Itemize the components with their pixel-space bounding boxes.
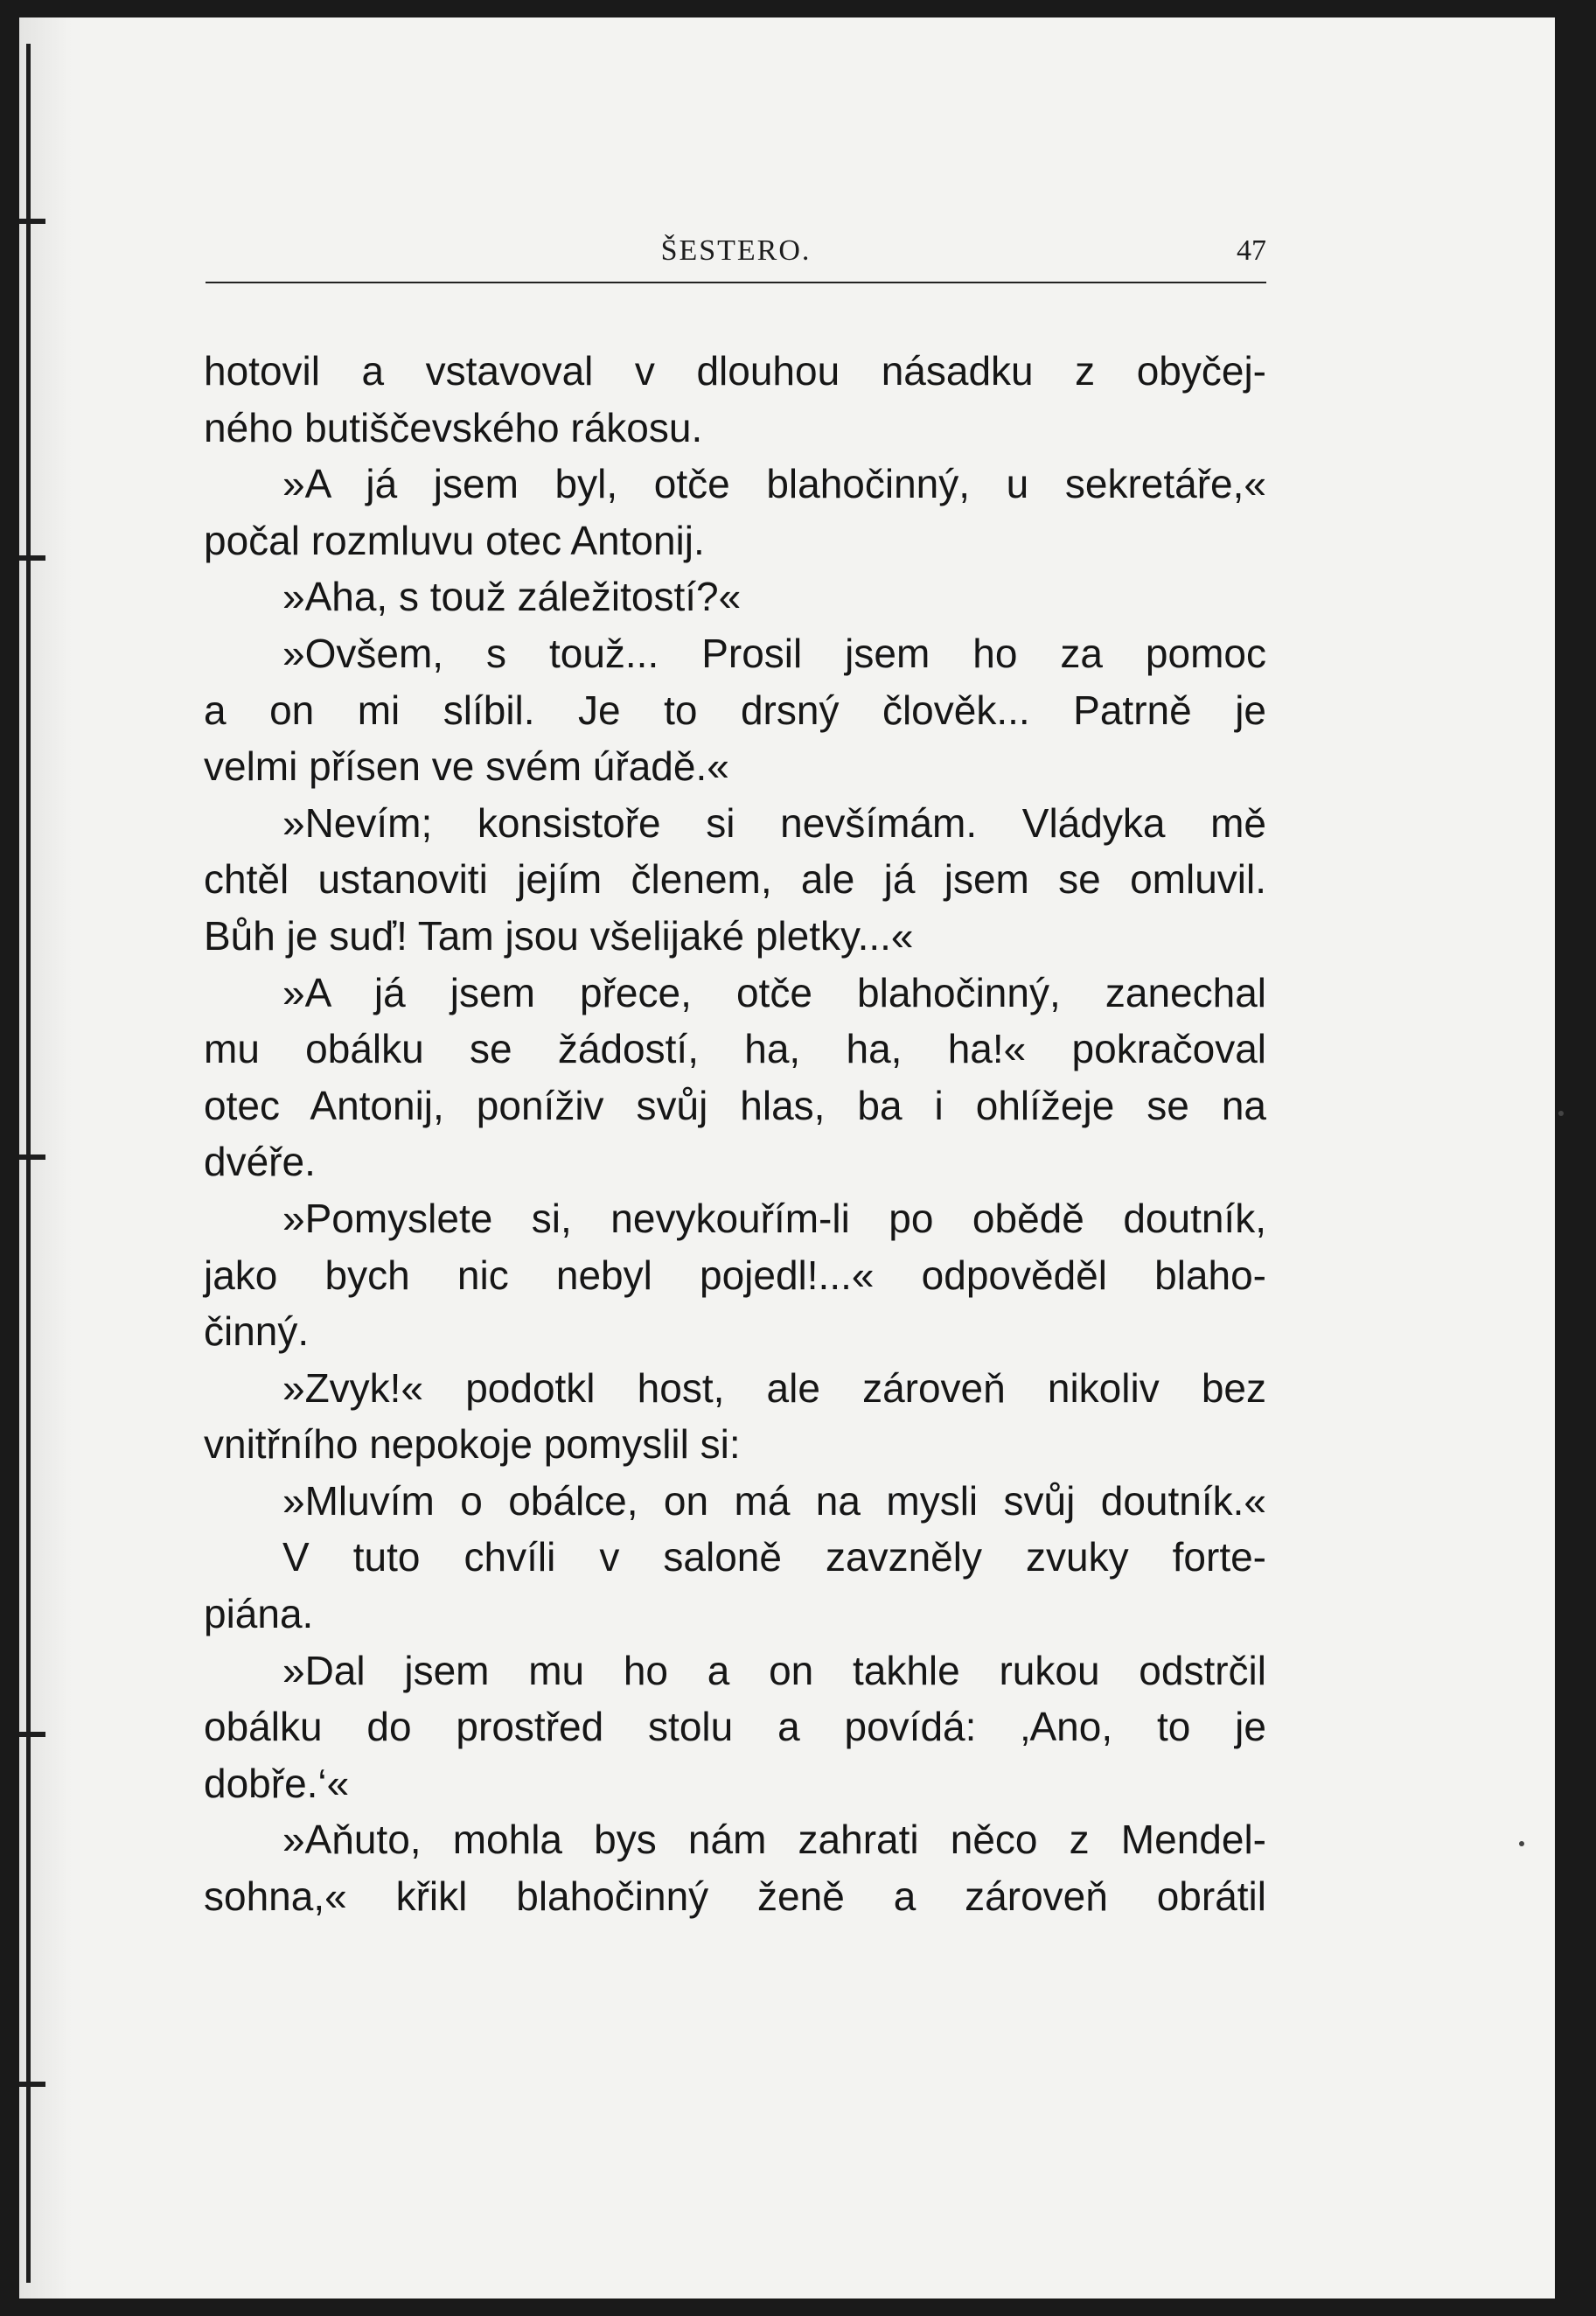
running-title: ŠESTERO. xyxy=(660,234,812,267)
text-line: »Aňuto, mohla bys nám zahrati něco z Mendel- xyxy=(282,1817,1266,1863)
text-line: obálku do prostřed stolu a povídá: ‚Ano, to je xyxy=(204,1704,1266,1750)
text-line: »Zvyk!« podotkl host, ale zároveň nikoliv bez xyxy=(282,1364,1266,1411)
text-line: dvéře. xyxy=(204,1139,316,1185)
text-line: »Aha, s touž záležitostí?« xyxy=(282,574,742,620)
text-line: Bůh je suď! Tam jsou všelijaké pletky...« xyxy=(204,912,914,959)
binding-edge xyxy=(26,44,31,2283)
binding-mark xyxy=(19,2082,45,2087)
text-line: otec Antonij, poníživ svůj hlas, ba i ohlížeje se na xyxy=(204,1082,1266,1128)
text-line: piána. xyxy=(204,1591,314,1637)
paper-speck xyxy=(1558,1111,1564,1116)
body-text xyxy=(204,343,1266,1925)
text-line: hotovil a vstavoval v dlouhou násadku z obyčej- xyxy=(204,348,1266,394)
text-line: jako bych nic nebyl pojedl!...« odpověděl blaho- xyxy=(204,1252,1266,1298)
text-line: mu obálku se žádostí, ha, ha, ha!« pokračoval xyxy=(204,1026,1266,1072)
binding-mark xyxy=(19,1732,45,1737)
text-line: velmi přísen ve svém úřadě.« xyxy=(204,743,729,790)
text-line: »Dal jsem mu ho a on takhle rukou odstrčil xyxy=(282,1647,1266,1693)
text-line: »A já jsem přece, otče blahočinný, zanechal xyxy=(282,969,1266,1015)
running-header xyxy=(206,234,1266,278)
text-line: chtěl ustanoviti jejím členem, ale já jsem se omluvil. xyxy=(204,856,1266,903)
page-number: 47 xyxy=(1237,234,1266,267)
text-line: dobře.‘« xyxy=(204,1760,350,1806)
text-line: sohna,« křikl blahočinný ženě a zároveň obrátil xyxy=(204,1873,1266,1920)
binding-mark xyxy=(19,1155,45,1160)
text-line: vnitřního nepokoje pomyslil si: xyxy=(204,1421,741,1468)
text-line: »Mluvím o obálce, on má na mysli svůj doutník.« xyxy=(282,1477,1266,1524)
text-line: »Pomyslete si, nevykouřím-li po obědě doutník, xyxy=(282,1195,1266,1241)
text-line: »A já jsem byl, otče blahočinný, u sekretáře,« xyxy=(282,461,1266,507)
text-line: ného butiščevského rákosu. xyxy=(204,404,703,450)
paper-speck xyxy=(1519,1841,1524,1846)
text-line: počal rozmluvu otec Antonij. xyxy=(204,517,705,563)
text-line: »Ovšem, s touž... Prosil jsem ho za pomoc xyxy=(282,630,1266,676)
text-line: a on mi slíbil. Je to drsný člověk... Patrně je xyxy=(204,687,1266,733)
text-line: V tuto chvíli v saloně zavzněly zvuky forte- xyxy=(282,1534,1266,1580)
binding-mark xyxy=(19,219,45,224)
header-rule xyxy=(206,282,1266,283)
text-line: »Nevím; konsistoře si nevšímám. Vládyka mě xyxy=(282,799,1266,846)
text-line: činný. xyxy=(204,1308,310,1355)
binding-mark xyxy=(19,555,45,561)
